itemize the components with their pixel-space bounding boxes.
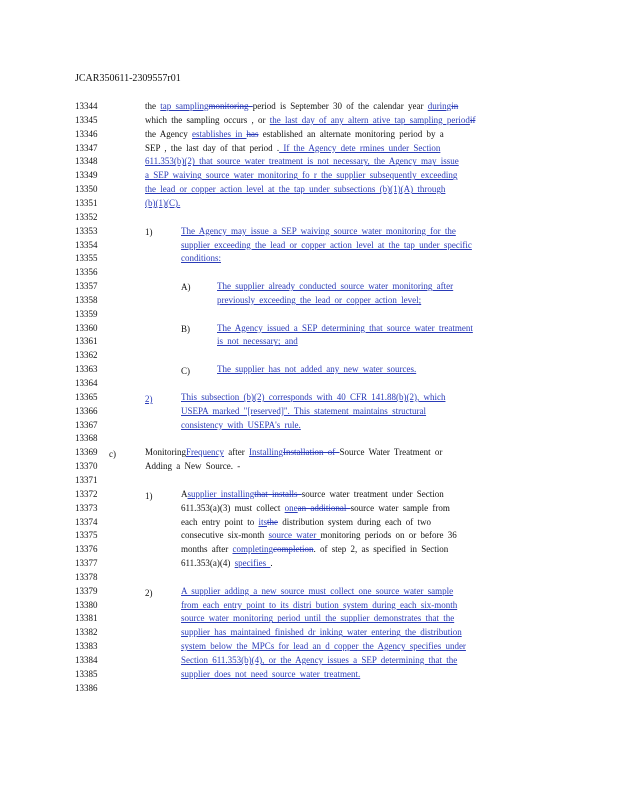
- line-number: 13344: [75, 101, 98, 111]
- line-number: 13369: [75, 447, 98, 458]
- deleted-text: Installation of: [283, 447, 340, 458]
- line-number: 13346: [75, 128, 98, 139]
- deleted-text: the: [267, 516, 278, 527]
- line-number: 13351: [75, 197, 98, 208]
- inserted-text: supplier installing: [187, 488, 255, 499]
- line-number: 13386: [75, 682, 98, 693]
- text-line: [181, 226, 456, 237]
- deleted-text: has: [246, 128, 259, 139]
- line-number: 13360: [75, 322, 98, 333]
- inserted-text: source water: [268, 530, 321, 541]
- text-line: [181, 503, 450, 514]
- deleted-text: that installs: [254, 488, 302, 499]
- text-line: [217, 323, 473, 334]
- text-line: [145, 447, 442, 458]
- text-line: [145, 198, 180, 209]
- inserted-text: The supplier has not added any new water sources.: [217, 364, 417, 375]
- line-number: 13377: [75, 558, 98, 569]
- item-marker-C: C): [181, 366, 190, 376]
- text-line: [145, 129, 444, 140]
- inserted-text: during: [427, 101, 452, 111]
- text-line: [217, 364, 416, 375]
- inserted-text: consistency with USEPA's rule.: [181, 419, 301, 430]
- text-run: Monitoring: [145, 447, 187, 458]
- text-line: [145, 101, 458, 112]
- inserted-text: supplier has maintained finished dr inking water entering the distribution: [181, 627, 462, 638]
- text-line: [181, 627, 462, 638]
- line-number: 13358: [75, 294, 98, 305]
- text-line: [181, 406, 426, 417]
- line-number: 13361: [75, 336, 98, 347]
- inserted-text: (b)(1)(C).: [145, 197, 181, 208]
- deleted-text: an additional: [297, 502, 351, 513]
- text-line: [145, 170, 457, 181]
- text-run: monitoring periods on or before 36: [320, 530, 457, 541]
- line-number: 13370: [75, 461, 98, 472]
- text-line: [145, 115, 475, 126]
- inserted-text: the last day of any altern ative tap sampling period: [269, 114, 470, 125]
- line-number: 13375: [75, 530, 98, 541]
- line-number: 13348: [75, 156, 98, 167]
- inserted-text: supplier does not need source water treatment.: [181, 668, 361, 679]
- line-number: 13374: [75, 516, 98, 527]
- deleted-text: completion: [273, 544, 314, 555]
- text-line: [181, 489, 444, 500]
- line-number: 13366: [75, 405, 98, 416]
- line-number: 13384: [75, 655, 98, 665]
- text-run: consecutive six-month: [181, 530, 269, 541]
- item-marker-2: 2): [145, 394, 153, 404]
- inserted-text: supplier exceeding the lead or copper action level at the tap under specific: [181, 239, 472, 250]
- line-number: 13382: [75, 627, 98, 638]
- inserted-text: The Agency issued a SEP determining that source water treatment: [217, 322, 473, 333]
- text-run: 611.353(a)(3) must collect: [181, 502, 285, 513]
- text-run: after: [224, 447, 249, 458]
- text-run: source water sample from: [350, 502, 450, 513]
- inserted-text: USEPA marked "[reserved]". This statement maintains structural: [181, 405, 427, 416]
- text-line: [217, 336, 298, 347]
- text-run: . of step 2, as specified in Section: [313, 544, 449, 555]
- inserted-text: A supplier adding a new source must collect one source water sample: [181, 585, 454, 596]
- text-run: the Agency: [145, 128, 192, 139]
- line-number: 13367: [75, 419, 98, 430]
- text-run: established an alternate monitoring period by a: [258, 128, 444, 139]
- line-number: 13363: [75, 364, 98, 375]
- line-number: 13381: [75, 613, 98, 624]
- deleted-text: monitoring: [208, 101, 253, 111]
- line-number: 13357: [75, 281, 98, 292]
- text-line: [217, 295, 421, 306]
- inserted-text: previously exceeding the lead or copper action level;: [217, 294, 422, 305]
- inserted-text: tap sampling: [160, 101, 209, 111]
- inserted-text: a SEP waiving source water monitoring fo r the supplier subsequently exceeding: [145, 170, 458, 181]
- inserted-text: establishes in: [192, 128, 247, 139]
- item-marker-1: 1): [145, 227, 153, 237]
- inserted-text: Installing: [249, 447, 283, 458]
- line-number: 13380: [75, 599, 98, 610]
- text-line: [145, 184, 445, 195]
- inserted-text: completing: [232, 544, 273, 555]
- text-line: [181, 420, 301, 431]
- inserted-text: conditions:: [181, 253, 221, 264]
- inserted-text: the lead or copper action level at the tap under subsections (b)(1)(A) through: [145, 184, 446, 195]
- text-run: each entry point to: [181, 516, 259, 527]
- text-line: [181, 558, 273, 569]
- line-number: 13383: [75, 641, 98, 652]
- line-number: 13373: [75, 502, 98, 513]
- text-run: .: [270, 558, 273, 569]
- line-number: 13359: [75, 308, 98, 319]
- text-run: source water treatment under Section: [301, 488, 444, 499]
- inserted-text: Section 611.353(b)(4), or the Agency issues a SEP determining that the: [181, 655, 458, 665]
- text-run: months after: [181, 544, 233, 555]
- text-line: [145, 143, 440, 154]
- text-line: [217, 281, 453, 292]
- text-line: [181, 517, 431, 528]
- line-number: 13371: [75, 474, 98, 485]
- inserted-text: one: [284, 502, 298, 513]
- line-number: 13355: [75, 253, 98, 264]
- text-line: [181, 544, 448, 555]
- line-number: 13362: [75, 350, 98, 361]
- line-number: 13345: [75, 114, 98, 125]
- line-number: 13354: [75, 239, 98, 250]
- line-number: 13350: [75, 184, 98, 195]
- inserted-text: source water monitoring period until the supplier demonstrates that the: [181, 613, 455, 624]
- inserted-text: 611.353(b)(2) that source water treatment is not necessary, the Agency may issue: [145, 156, 459, 167]
- text-line: [181, 240, 472, 251]
- deleted-text: if: [469, 114, 476, 125]
- text-line: [181, 641, 466, 652]
- item-marker-A: A): [181, 282, 191, 292]
- inserted-text: from each entry point to its distri bution system during each six-month: [181, 599, 458, 610]
- inserted-text: If the Agency dete rmines under Section: [279, 142, 441, 153]
- inserted-text: system below the MPCs for lead an d copper the Agency specifies under: [181, 641, 466, 652]
- text-line: [181, 530, 457, 541]
- inserted-text: specifies: [234, 558, 271, 569]
- inserted-text: This subsection (b)(2) corresponds with 40 CFR 141.88(b)(2), which: [181, 391, 446, 402]
- line-number: 13353: [75, 225, 98, 236]
- text-run: which the sampling occurs , or: [145, 114, 270, 125]
- line-number: 13368: [75, 433, 98, 444]
- line-number: 13364: [75, 378, 98, 388]
- deleted-text: in: [451, 101, 459, 111]
- line-number: 13356: [75, 267, 98, 278]
- text-run: the: [145, 101, 161, 111]
- text-run: A: [181, 488, 188, 499]
- text-line: [181, 600, 457, 611]
- line-number: 13385: [75, 668, 98, 679]
- inserted-text: is not necessary; and: [217, 336, 298, 347]
- item-marker-c2: 2): [145, 588, 153, 598]
- inserted-text: Frequency: [186, 447, 225, 458]
- text-line: [145, 156, 459, 167]
- line-number: 13379: [75, 585, 98, 596]
- text-line: [181, 586, 453, 597]
- line-number: 13352: [75, 211, 98, 222]
- text-run: distribution system during each of two: [278, 516, 431, 527]
- document-id: JCAR350611-2309557r01: [75, 73, 181, 84]
- text-line: [181, 392, 445, 403]
- text-run: period is September 30 of the calendar year: [252, 101, 428, 111]
- text-line: [181, 669, 360, 680]
- text-run: Adding a New Source. -: [145, 461, 241, 472]
- line-number: 13349: [75, 170, 98, 181]
- item-marker-c1: 1): [145, 491, 153, 501]
- text-run: Source Water Treatment or: [339, 447, 443, 458]
- text-run: SEP , the last day of that period .: [145, 142, 280, 153]
- text-line: [181, 613, 454, 624]
- item-marker-c: c): [109, 449, 116, 459]
- inserted-text: The Agency may issue a SEP waiving source water monitoring for the: [181, 225, 456, 236]
- text-line: [181, 655, 457, 666]
- text-line: [181, 253, 221, 264]
- text-line: [145, 461, 240, 472]
- line-number: 13347: [75, 142, 98, 153]
- line-number: 13372: [75, 488, 98, 499]
- text-run: 611.353(a)(4): [181, 558, 235, 569]
- inserted-text: The supplier already conducted source water monitoring after: [217, 281, 454, 292]
- inserted-text: its: [258, 516, 267, 527]
- line-number: 13378: [75, 571, 98, 582]
- line-number: 13365: [75, 391, 98, 402]
- line-number: 13376: [75, 544, 98, 555]
- item-marker-B: B): [181, 324, 190, 334]
